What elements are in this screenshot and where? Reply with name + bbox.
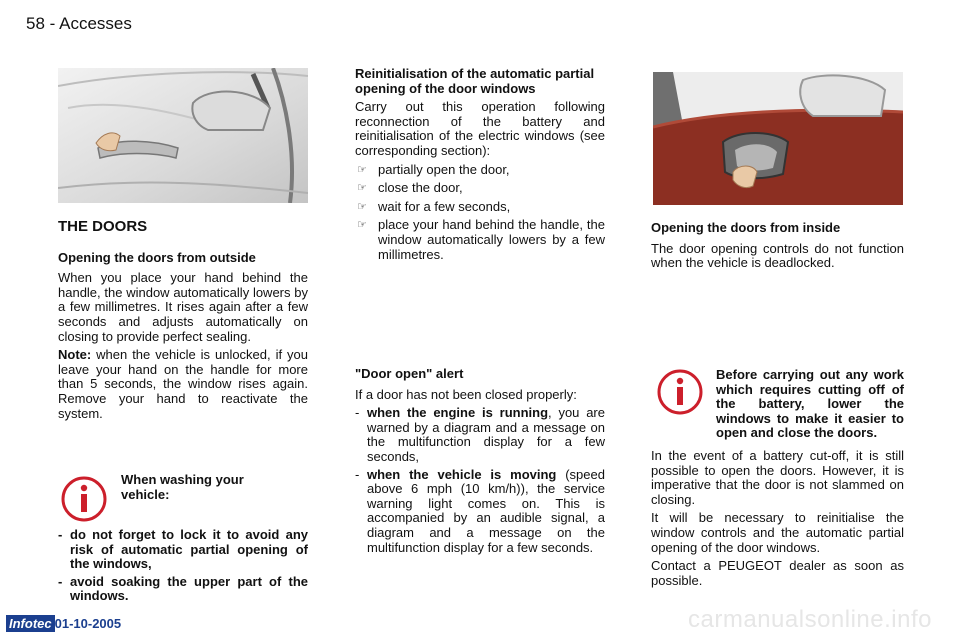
pointing-hand-icon: ☞ [357, 219, 367, 232]
washing-warnings [58, 528, 308, 607]
reinit-subtitle: Reinitialisation of the automatic partial opening of the door windows [355, 66, 595, 96]
column-middle [355, 67, 605, 266]
step-item: ☞ wait for a few seconds, [357, 198, 511, 214]
note-label: Note: [58, 347, 92, 363]
step-item: ☞ partially open the door, [357, 161, 510, 177]
dealer-paragraph: Contact a PEUGEOT dealer as soon as possible. [651, 558, 904, 588]
watermark: carmanualsonline.info [688, 606, 932, 633]
column-left [58, 220, 308, 425]
battery-paragraph: In the event of a battery cut-off, it is still possible to open the doors. However, it is imperative that the door is not slammed on closing. [651, 448, 904, 507]
reinit-steps [355, 163, 605, 263]
warning-item: - avoid soaking the upper part of the windows. [58, 573, 308, 604]
note-paragraph [58, 348, 308, 421]
doors-title: THE DOORS [58, 218, 148, 235]
step-item: ☞ place your hand behind the handle, the window automatically lowers by a few millimetres. [357, 217, 605, 262]
info-icon [656, 368, 704, 416]
inside-paragraph: The door opening controls do not function when the vehicle is deadlocked. [651, 240, 904, 271]
pointing-hand-icon: ☞ [357, 200, 367, 213]
page-header [26, 14, 132, 34]
pointing-hand-icon: ☞ [357, 163, 367, 176]
alert-item: - when the engine is running, you are warned by a diagram and a message on the multifunction display for a few seconds, [355, 405, 605, 464]
door-open-alert [355, 367, 605, 558]
outside-subtitle: Opening the doors from outside [58, 249, 256, 265]
battery-info [651, 449, 904, 592]
reinit-paragraph: It will be necessary to reinitialise the window controls and the automatic partial opening of the door windows. [651, 510, 904, 555]
step-item: ☞ close the door, [357, 180, 463, 196]
reinit-intro: Carry out this operation following reconnection of the battery and reinitialisation of the electric windows (see corresponding section): [355, 99, 605, 158]
info-icon [60, 475, 108, 523]
outside-paragraph: When you place your hand behind the handle, the window automatically lowers by a few millimetres. It rises again after a few seconds and adjusts automatically on closing to provide perfect sealing. [58, 270, 308, 344]
footer [6, 615, 121, 632]
column-right [651, 221, 904, 275]
section-title: Accesses [59, 14, 132, 33]
inside-subtitle: Opening the doors from inside [651, 220, 841, 235]
exterior-door-handle-photo [58, 68, 308, 203]
interior-door-handle-photo [653, 72, 903, 205]
washing-heading: When washing your vehicle: [121, 472, 244, 502]
pointing-hand-icon: ☞ [357, 182, 367, 195]
alert-title: "Door open" alert [355, 366, 464, 381]
note-text: when the vehicle is unlocked, if you leave your hand on the handle for more than 5 seconds, the window rises again. Remove your hand to reactivate the system. [58, 347, 308, 421]
header-separator: - [49, 14, 56, 33]
alert-item: - when the vehicle is moving (speed above 6 mph (10 km/h)), the service warning light comes on. This is accompanied by an audible signal, a diagram and a message on the multifunction display for a few seconds. [355, 466, 605, 555]
warning-item: - do not forget to lock it to avoid any risk of automatic partial opening of the windows, [58, 527, 308, 572]
footer-date: 01-10-2005 [54, 616, 122, 631]
infotec-badge: Infotec [6, 615, 55, 632]
page-number: 58 [26, 14, 45, 33]
battery-warning: Before carrying out any work which requires cutting off of the battery, lower the windows to make it easier to open and close the doors. [716, 367, 904, 441]
alert-intro: If a door has not been closed properly: [355, 386, 577, 402]
